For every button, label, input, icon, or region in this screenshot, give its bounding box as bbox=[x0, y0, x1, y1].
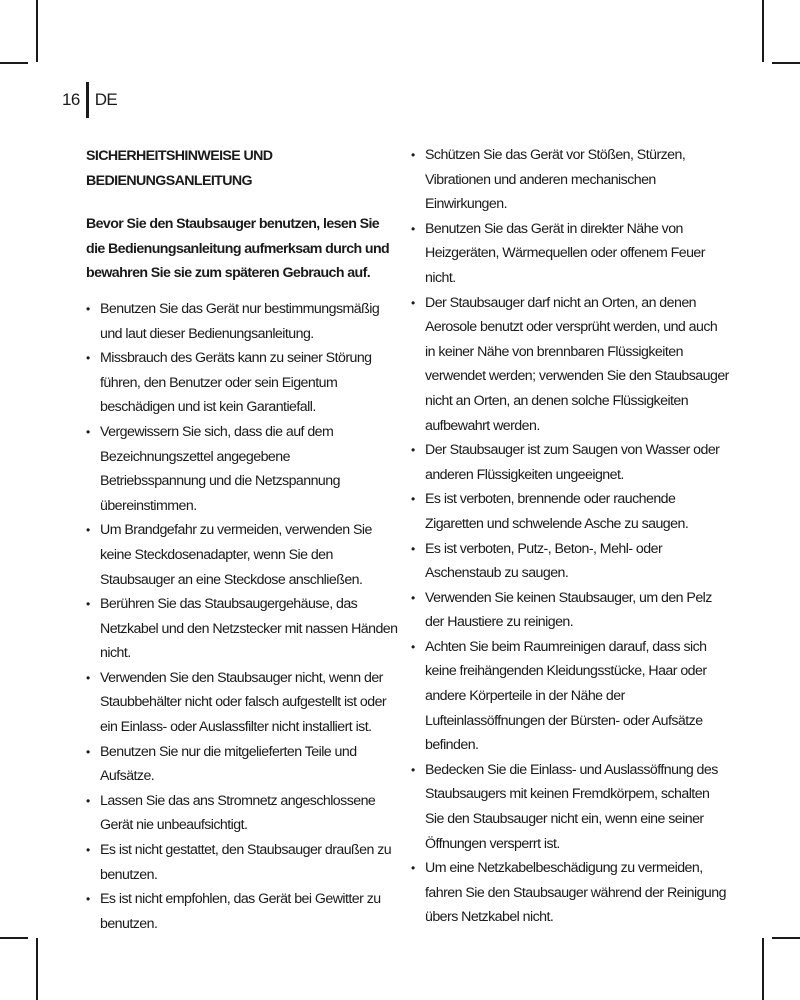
crop-mark-top-right-horizontal bbox=[772, 62, 800, 64]
section-title-line-2: BEDIENUNGSANLEITUNG bbox=[86, 172, 252, 189]
list-item: • Benutzen Sie nur die mitgelieferten Teile und Aufsätze. bbox=[86, 740, 398, 789]
list-item: • Achten Sie beim Raumreinigen darauf, dass sich keine freihängenden Kleidungsstücke, Haar oder andere Körperteile in der Nähe der Lufteinlassöffnungen der Bürsten- oder Aufsätze befinden. bbox=[411, 635, 729, 758]
crop-mark-top-left-horizontal bbox=[0, 62, 28, 64]
crop-mark-bottom-right-horizontal bbox=[772, 937, 800, 939]
left-column bbox=[86, 144, 398, 936]
list-item: • Um eine Netzkabelbeschädigung zu vermeiden, fahren Sie den Staubsauger während der Reinigung übers Netzkabel nicht. bbox=[411, 856, 729, 930]
crop-mark-top-left-vertical bbox=[36, 0, 38, 62]
right-column bbox=[411, 143, 729, 930]
list-item: • Es ist verboten, Putz-, Beton-, Mehl- oder Aschenstaub zu saugen. bbox=[411, 537, 729, 586]
safety-list-right bbox=[411, 143, 729, 930]
crop-mark-bottom-left-horizontal bbox=[0, 937, 28, 939]
crop-mark-bottom-right-vertical bbox=[762, 938, 764, 1000]
list-item: • Verwenden Sie den Staubsauger nicht, wenn der Staubbehälter nicht oder falsch aufgestellt ist oder ein Einlass- oder Auslassfilter nicht installiert ist. bbox=[86, 666, 398, 740]
list-item: • Schützen Sie das Gerät vor Stößen, Stürzen, Vibrationen und anderen mechanischen Einwirkungen. bbox=[411, 143, 729, 217]
intro-paragraph: Bevor Sie den Staubsauger benutzen, lesen Sie die Bedienungsanleitung aufmerksam durch und bewahren Sie sie zum späteren Gebrauch auf. bbox=[86, 216, 390, 282]
crop-mark-bottom-left-vertical bbox=[36, 938, 38, 1000]
list-item: • Es ist nicht empfohlen, das Gerät bei Gewitter zu benutzen. bbox=[86, 887, 398, 936]
list-item: • Verwenden Sie keinen Staubsauger, um den Pelz der Haustiere zu reinigen. bbox=[411, 586, 729, 635]
list-item: • Es ist nicht gestattet, den Staubsauger draußen zu benutzen. bbox=[86, 838, 398, 887]
list-item: • Es ist verboten, brennende oder rauchende Zigaretten und schwelende Asche zu saugen. bbox=[411, 487, 729, 536]
list-item: • Bedecken Sie die Einlass- und Auslassöffnung des Staubsaugers mit keinen Fremdkörpem, schalten Sie den Staubsauger nicht ein, wenn eine seiner Öffnungen versperrt ist. bbox=[411, 758, 729, 856]
crop-mark-top-right-vertical bbox=[762, 0, 764, 62]
section-title-line-1: SICHERHEITSHINWEISE UND bbox=[86, 148, 273, 164]
page-number: 16 bbox=[62, 90, 80, 109]
list-item: • Vergewissern Sie sich, dass die auf dem Bezeichnungszettel angegebene Betriebsspannung und die Netzspannung übereinstimmen. bbox=[86, 420, 398, 518]
list-item: • Berühren Sie das Staubsaugergehäuse, das Netzkabel und den Netzstecker mit nassen Händen nicht. bbox=[86, 592, 398, 666]
list-item: • Der Staubsauger darf nicht an Orten, an denen Aerosole benutzt oder versprüht werden, und auch in keiner Nähe von brennbaren Flüssigkeiten verwendet werden; verwenden Sie den Staubsauger nicht an Orten, an denen solche Flüssigkeiten aufbewahrt werden. bbox=[411, 291, 729, 439]
list-item: • Missbrauch des Geräts kann zu seiner Störung führen, den Benutzer oder sein Eigentum beschädigen und ist kein Garantiefall. bbox=[86, 346, 398, 420]
section-title bbox=[86, 144, 398, 193]
language-code: DE bbox=[94, 90, 118, 109]
list-item: • Benutzen Sie das Gerät in direkter Nähe von Heizgeräten, Wärmequellen oder offenem Feuer nicht. bbox=[411, 217, 729, 291]
safety-list-left bbox=[86, 297, 398, 936]
page-header bbox=[62, 82, 117, 118]
header-divider bbox=[86, 82, 89, 118]
list-item: • Lassen Sie das ans Stromnetz angeschlossene Gerät nie unbeaufsichtigt. bbox=[86, 789, 398, 838]
list-item: • Benutzen Sie das Gerät nur bestimmungsmäßig und laut dieser Bedienungsanleitung. bbox=[86, 297, 398, 346]
list-item: • Der Staubsauger ist zum Saugen von Wasser oder anderen Flüssigkeiten ungeeignet. bbox=[411, 438, 729, 487]
list-item: • Um Brandgefahr zu vermeiden, verwenden Sie keine Steckdosenadapter, wenn Sie den Staubsauger an eine Steckdose anschließen. bbox=[86, 518, 398, 592]
